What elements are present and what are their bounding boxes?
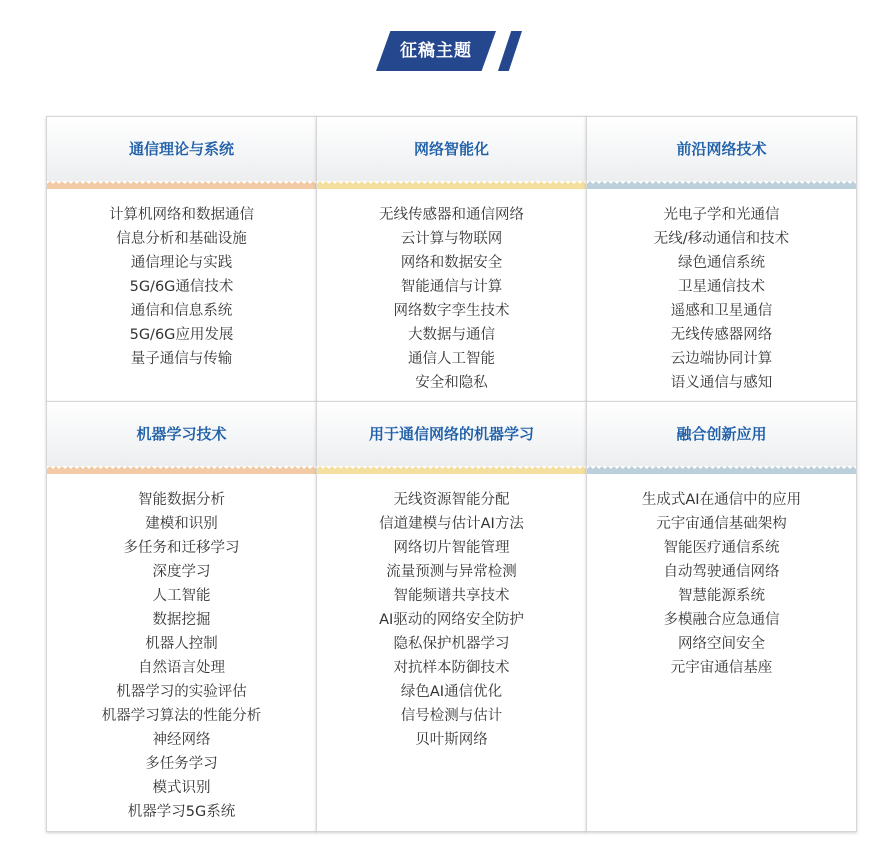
topic-item: AI驱动的网络安全防护 <box>379 612 524 628</box>
section-banner <box>376 31 524 71</box>
topic-title: 用于通信网络的机器学习 <box>317 402 586 466</box>
topic-item: 贝叶斯网络 <box>415 732 488 748</box>
banner-stripe <box>498 31 522 71</box>
topic-item: 对抗样本防御技术 <box>393 660 510 676</box>
topic-item: 5G/6G应用发展 <box>129 327 234 343</box>
topic-title: 通信理论与系统 <box>47 117 316 181</box>
topic-item: 5G/6G通信技术 <box>129 279 234 295</box>
topic-item: 流量预测与异常检测 <box>386 564 517 580</box>
wave-divider <box>587 181 856 189</box>
topic-card-network-intelligence <box>316 116 587 402</box>
topic-item: 计算机网络和数据通信 <box>109 207 254 223</box>
topic-item: 量子通信与传输 <box>130 351 233 367</box>
topic-item: 建模和识别 <box>145 516 218 532</box>
topic-list <box>317 203 586 395</box>
topic-item: 智能频谱共享技术 <box>393 588 510 604</box>
topics-grid <box>46 116 856 832</box>
topic-item: 智能数据分析 <box>138 492 225 508</box>
topic-item: 信息分析和基础设施 <box>116 231 247 247</box>
topic-item: 神经网络 <box>152 732 211 748</box>
wave-divider <box>47 466 316 474</box>
topic-card-ml-for-networks <box>316 401 587 832</box>
topic-item: 机器人控制 <box>145 636 218 652</box>
topic-item: 自然语言处理 <box>138 660 225 676</box>
topic-item: 无线/移动通信和技术 <box>653 231 790 247</box>
topic-item: 卫星通信技术 <box>678 279 765 295</box>
topic-item: 深度学习 <box>152 564 211 580</box>
topic-item: 大数据与通信 <box>408 327 495 343</box>
topic-title: 前沿网络技术 <box>587 117 856 181</box>
topic-item: 机器学习算法的性能分析 <box>101 708 262 724</box>
topic-item: 多模融合应急通信 <box>663 612 780 628</box>
topic-item: 元宇宙通信基座 <box>670 660 773 676</box>
topic-item: 隐私保护机器学习 <box>393 636 510 652</box>
topic-item: 通信和信息系统 <box>130 303 233 319</box>
wave-divider <box>317 466 586 474</box>
topic-item: 智慧能源系统 <box>678 588 765 604</box>
wave-divider <box>317 181 586 189</box>
topic-item: 云计算与物联网 <box>400 231 503 247</box>
topic-item: 信道建模与估计AI方法 <box>379 516 524 532</box>
topic-title: 机器学习技术 <box>47 402 316 466</box>
topic-item: 无线资源智能分配 <box>393 492 510 508</box>
topic-card-innovative-applications <box>586 401 857 832</box>
topic-item: 机器学习5G系统 <box>127 804 236 820</box>
wave-divider <box>47 181 316 189</box>
topic-list <box>587 203 856 395</box>
topic-item: 遥感和卫星通信 <box>670 303 773 319</box>
topic-item: 信号检测与估计 <box>400 708 503 724</box>
topic-item: 多任务和迁移学习 <box>123 540 240 556</box>
topic-item: 通信人工智能 <box>408 351 495 367</box>
topic-title: 融合创新应用 <box>587 402 856 466</box>
topic-item: 生成式AI在通信中的应用 <box>641 492 802 508</box>
topic-item: 网络和数据安全 <box>400 255 503 271</box>
topic-item: 多任务学习 <box>145 756 218 772</box>
wave-shape <box>587 181 856 189</box>
topic-item: 无线传感器网络 <box>670 327 773 343</box>
topic-item: 绿色通信系统 <box>678 255 765 271</box>
topic-item: 网络切片智能管理 <box>393 540 510 556</box>
topic-item: 自动驾驶通信网络 <box>663 564 780 580</box>
topic-item: 网络空间安全 <box>678 636 765 652</box>
topic-item: 通信理论与实践 <box>130 255 233 271</box>
topic-list <box>587 488 856 680</box>
topic-list <box>317 488 586 752</box>
topic-item: 模式识别 <box>152 780 211 796</box>
topic-item: 安全和隐私 <box>415 375 488 391</box>
topic-card-machine-learning <box>46 401 317 832</box>
section-title: 征稿主题 <box>400 41 472 61</box>
topic-item: 数据挖掘 <box>152 612 211 628</box>
topic-item: 机器学习的实验评估 <box>116 684 247 700</box>
topic-item: 网络数字孪生技术 <box>393 303 510 319</box>
topic-card-communication-theory <box>46 116 317 402</box>
topic-item: 人工智能 <box>152 588 211 604</box>
wave-shape <box>47 466 316 474</box>
topic-list <box>47 488 316 824</box>
topic-item: 云边端协同计算 <box>670 351 773 367</box>
topic-item: 元宇宙通信基础架构 <box>656 516 787 532</box>
topic-item: 智能医疗通信系统 <box>663 540 780 556</box>
topic-item: 绿色AI通信优化 <box>400 684 503 700</box>
topic-list <box>47 203 316 371</box>
topic-card-frontier-network <box>586 116 857 402</box>
topic-item: 语义通信与感知 <box>670 375 773 391</box>
topic-item: 无线传感器和通信网络 <box>379 207 524 223</box>
wave-shape <box>587 466 856 474</box>
wave-shape <box>47 181 316 189</box>
topic-title: 网络智能化 <box>317 117 586 181</box>
wave-shape <box>317 181 586 189</box>
topic-item: 光电子学和光通信 <box>663 207 780 223</box>
wave-divider <box>587 466 856 474</box>
wave-shape <box>317 466 586 474</box>
topic-item: 智能通信与计算 <box>400 279 503 295</box>
